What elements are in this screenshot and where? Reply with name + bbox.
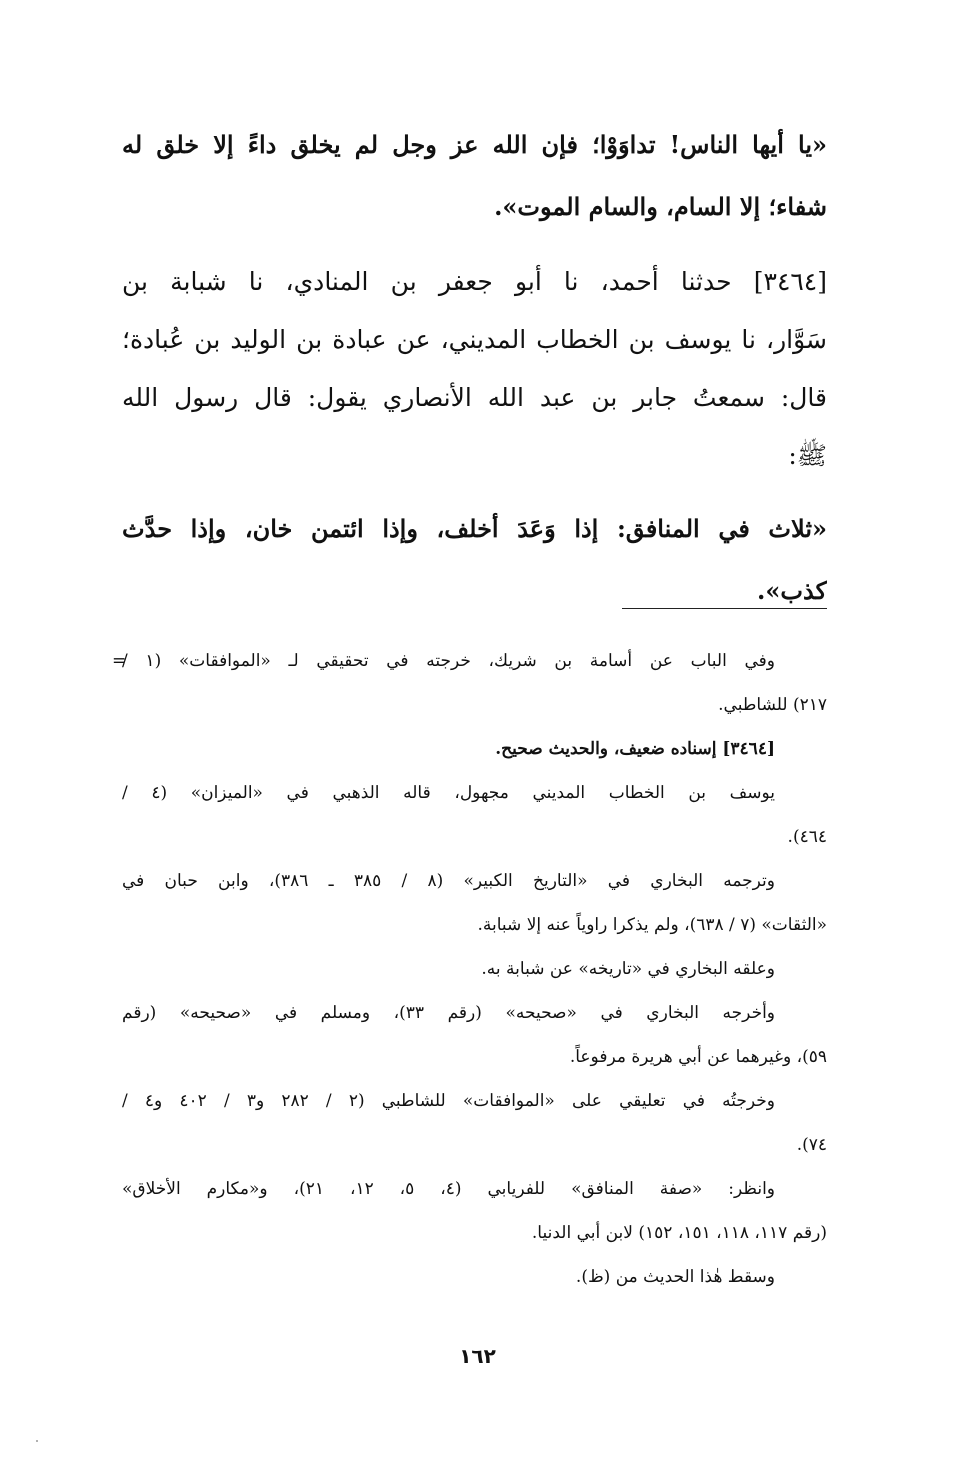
footnote-line: ٢١٧) للشاطبي. bbox=[718, 695, 827, 715]
main-text bbox=[122, 118, 827, 626]
isnad-line: [٣٤٦٤] حدثنا أحمد، نا أبو جعفر بن المنادي، نا شبابة بن bbox=[122, 267, 827, 296]
hadith-line: شفاء؛ إلا السام، والسام الموت». bbox=[494, 192, 827, 221]
footnote-line: وانظر: «صفة المنافق» للفريابي (٤، ٥، ١٢، ٢١)، و«مكارم الأخلاق» bbox=[122, 1179, 776, 1199]
footnote-line: وسقط هٰذا الحديث من (ظ). bbox=[575, 1267, 775, 1287]
footnote-line: (رقم ١١٧، ١١٨، ١٥١، ١٥٢) لابن أبي الدنيا. bbox=[531, 1223, 827, 1243]
footnotes bbox=[112, 642, 827, 1302]
hadith-line: «يا أيها الناس! تداوَوْا؛ فإن الله عز وجل لم يخلق داءً إلا خلق له bbox=[122, 130, 827, 159]
footnote-line: «الثقات» (٧ / ٦٣٨)، ولم يذكرا راوياً عنه إلا شبابة. bbox=[477, 915, 827, 935]
page-number: ١٦٢ bbox=[459, 1344, 496, 1368]
footnote-line: ٧٤). bbox=[796, 1135, 827, 1155]
hadith-line: «ثلاث في المنافق: إذا وَعَدَ أخلف، وإذا ائتمن خان، وإذا حدَّث bbox=[122, 514, 827, 543]
footnote-line: وخرجتُه في تعليقي على «الموافقات» للشاطبي (٢ / ٢٨٢ و٣ / ٤٠٢ و٤ / bbox=[122, 1091, 775, 1111]
footnote-line: وعلقه البخاري في «تاريخه» عن شبابة به. bbox=[481, 959, 775, 979]
isnad-line: ﷺ: bbox=[788, 441, 827, 470]
footnote-heading: [٣٤٦٤] إسناده ضعيف، والحديث صحيح. bbox=[495, 739, 775, 759]
continuation-marker: = bbox=[112, 651, 127, 671]
footnote-line: يوسف بن الخطاب المديني مجهول، قاله الذهبي في «الميزان» (٤ / bbox=[122, 783, 775, 803]
footnote-separator bbox=[622, 608, 827, 609]
scan-speck bbox=[36, 1440, 38, 1442]
footnote-line: وأخرجه البخاري في «صحيحه» (رقم ٣٣)، ومسلم في «صحيحه» (رقم bbox=[122, 1003, 776, 1023]
isnad-line: سَوَّار، نا يوسف بن الخطاب المديني، عن عبادة بن الوليد بن عُبادة؛ bbox=[122, 325, 827, 354]
footnote-line: وفي الباب عن أسامة بن شريك، خرجته في تحقيقي لـ «الموافقات» (١ / bbox=[122, 651, 775, 671]
footnote-line: وترجمه البخاري في «التاريخ الكبير» (٨ / ٣٨٥ ـ ٣٨٦)، وابن حبان في bbox=[122, 871, 775, 891]
isnad-line: قال: سمعتُ جابر بن عبد الله الأنصاري يقول: قال رسول الله bbox=[122, 383, 827, 412]
footnote-line: ٤٦٤). bbox=[787, 827, 827, 847]
footnote-line: ٥٩)، وغيرهما عن أبي هريرة مرفوعاً. bbox=[569, 1047, 827, 1067]
hadith-line: كذب». bbox=[757, 576, 827, 605]
